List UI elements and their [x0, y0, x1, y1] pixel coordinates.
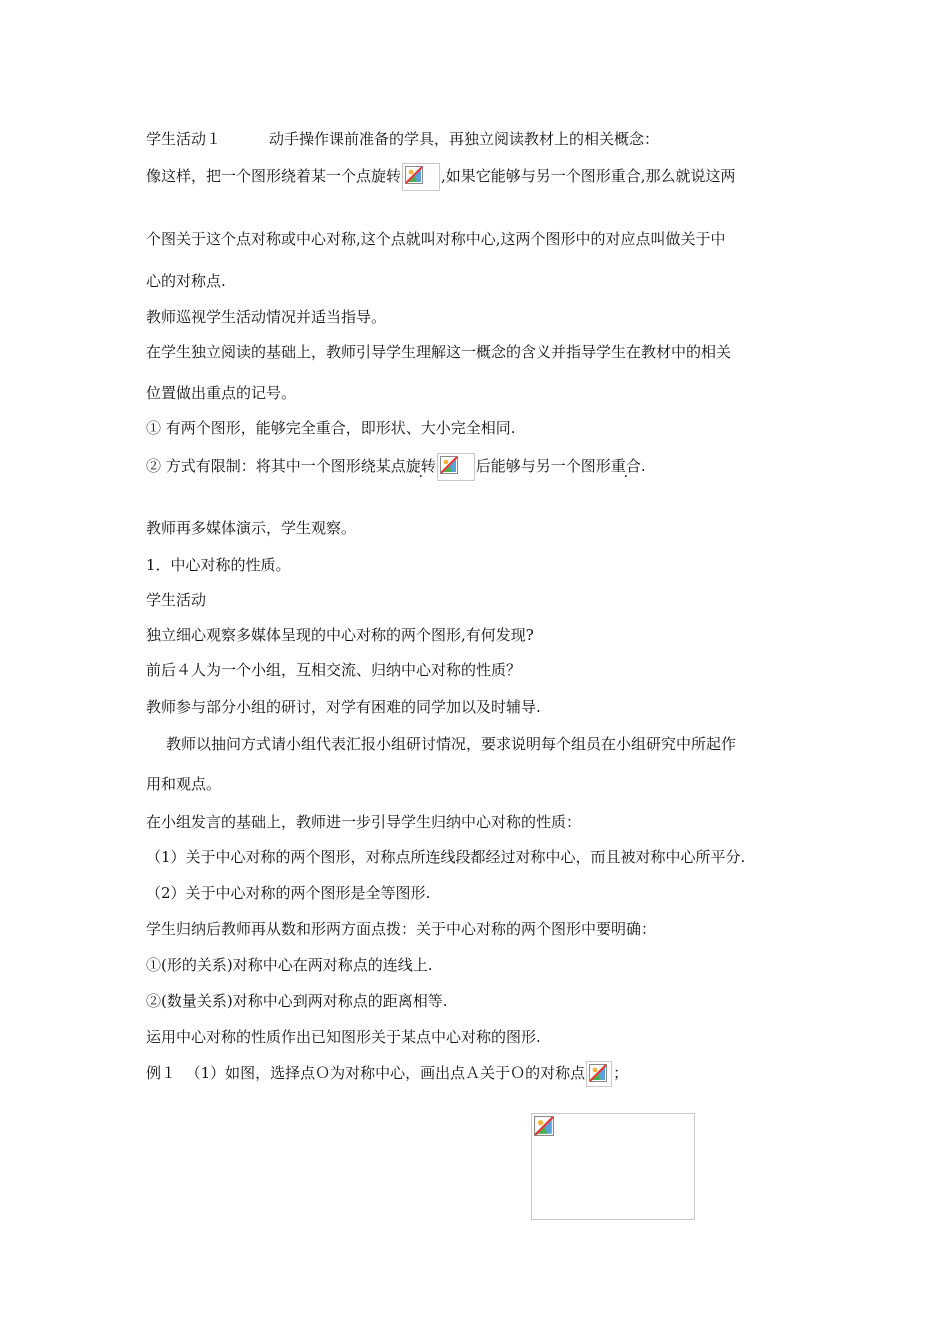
teacher-questioning-2: 用和观点。 [146, 775, 222, 793]
broken-image-icon [402, 163, 440, 191]
broken-image-icon [586, 1061, 612, 1087]
definition-text-a: 像这样，把一个图形绕着某一个点旋转 [146, 167, 402, 185]
point-2-emphasis-rotate: 旋转 [405, 457, 436, 475]
guidance-line-1: 在学生独立阅读的基础上，教师引导学生理解这一概念的含义并指导学生在教材中的相关 [146, 343, 732, 361]
definition-line-2: 个图关于这个点对称或中心对称,这个点就叫对称中心,这两个图形中的对应点叫做关于中 [146, 230, 726, 248]
point-1: ① 有两个图形，能够完全重合，即形状、大小完全相同. [146, 419, 516, 437]
example-text: （1）如图，选择点Ｏ为对称中心，画出点Ａ关于Ｏ的对称点 [185, 1064, 586, 1082]
point-2 [146, 453, 646, 481]
quantity-relation: ②(数量关系)对称中心到两对称点的距离相等. [146, 992, 448, 1010]
point-2-text-a: ② 方式有限制：将其中一个图形绕某点 [146, 457, 406, 475]
example-semicolon: ； [613, 1064, 629, 1082]
property-1: （1）关于中心对称的两个图形，对称点所连线段都经过对称中心，而且被对称中心所平分. [146, 848, 746, 866]
application-note: 运用中心对称的性质作出已知图形关于某点中心对称的图形. [146, 1028, 541, 1046]
activity-instruction: 动手操作课前准备的学具，再独立阅读教材上的相关概念： [269, 130, 660, 148]
example-1 [146, 1061, 628, 1087]
activity-heading [146, 129, 659, 149]
group-discussion: 前后４人为一个小组，互相交流、归纳中心对称的性质？ [146, 661, 522, 679]
teacher-demo: 教师再多媒体演示，学生观察。 [146, 519, 357, 537]
point-2-emphasis-overlap: 重合 [610, 457, 641, 475]
guidance-line-2: 位置做出重点的记号。 [146, 384, 297, 402]
property-2: （2）关于中心对称的两个图形是全等图形. [146, 884, 431, 902]
definition-line-3: 心的对称点. [146, 272, 226, 290]
activity-label: 学生活动１ [146, 130, 222, 148]
student-activity: 学生活动 [146, 591, 207, 609]
teacher-participation: 教师参与部分小组的研讨，对学有困难的同学加以及时辅导. [146, 698, 541, 716]
point-2-text-b: 后能够与另一个图形 [475, 457, 611, 475]
section-heading: 1．中心对称的性质。 [146, 556, 291, 574]
summary-intro: 在小组发言的基础上，教师进一步引导学生归纳中心对称的性质： [146, 813, 582, 831]
definition-line-1 [146, 163, 736, 191]
observe-question: 独立细心观察多媒体呈现的中心对称的两个图形,有何发现? [146, 626, 534, 644]
shape-relation: ①(形的关系)对称中心在两对称点的连线上. [146, 956, 433, 974]
teacher-hint: 学生归纳后教师再从数和形两方面点拨：关于中心对称的两个图形中要明确： [146, 920, 657, 938]
broken-image-icon [437, 453, 475, 481]
teacher-note-1: 教师巡视学生活动情况并适当指导。 [146, 308, 387, 326]
example-figure-broken-image [531, 1113, 695, 1220]
example-label: 例１ [146, 1064, 177, 1082]
teacher-questioning-1: 教师以抽问方式请小组代表汇报小组研讨情况，要求说明每个组员在小组研究中所起作 [166, 735, 737, 753]
definition-text-b: ,如果它能够与另一个图形重合,那么就说这两 [441, 167, 736, 185]
point-2-period: . [640, 457, 646, 475]
broken-image-icon [534, 1116, 554, 1136]
